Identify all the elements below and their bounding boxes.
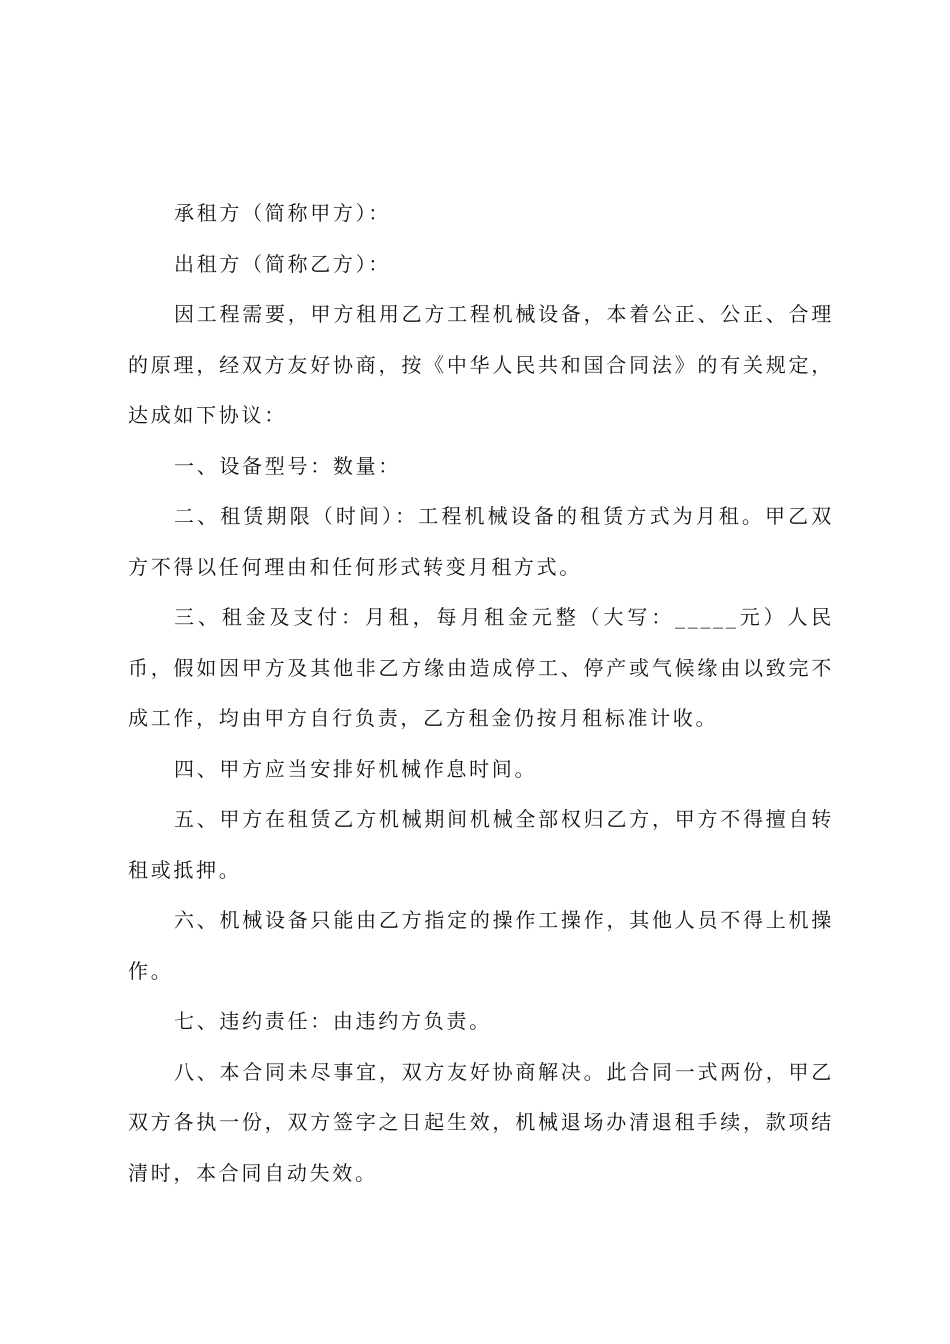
clause-2-lease-term: 二、租赁期限（时间）：工程机械设备的租赁方式为月租。甲乙双方不得以任何理由和任何形式转变月租方式。	[128, 504, 834, 579]
clause-4-schedule: 四、甲方应当安排好机械作息时间。	[174, 756, 538, 781]
contract-body	[128, 188, 834, 1198]
lessor-line: 出租方（简称乙方）：	[174, 251, 391, 276]
clause-5-ownership: 五、甲方在租赁乙方机械期间机械全部权归乙方，甲方不得擅自转租或抵押。	[128, 807, 834, 882]
clause-6-operators: 六、机械设备只能由乙方指定的操作工操作，其他人员不得上机操作。	[128, 908, 834, 983]
clause-1-equipment: 一、设备型号：数量：	[174, 453, 401, 478]
preamble-paragraph: 因工程需要，甲方租用乙方工程机械设备，本着公正、公正、合理的原理，经双方友好协商，按《中华人民共和国合同法》的有关规定，达成如下协议：	[128, 302, 834, 427]
clause-7-liability: 七、违约责任：由违约方负责。	[174, 1009, 492, 1033]
lessee-line: 承租方（简称甲方）：	[174, 201, 391, 225]
clause-3-rent-payment: 三、租金及支付：月租，每月租金元整（大写：_____元）人民币，假如因甲方及其他非乙方缘由造成停工、停产或气候缘由以致完不成工作，均由甲方自行负责，乙方租金仍按月租标准计收。	[128, 605, 834, 730]
clause-8-miscellaneous: 八、本合同未尽事宜，双方友好协商解决。此合同一式两份，甲乙双方各执一份，双方签字之日起生效，机械退场办清退租手续，款项结清时，本合同自动失效。	[128, 1059, 834, 1185]
